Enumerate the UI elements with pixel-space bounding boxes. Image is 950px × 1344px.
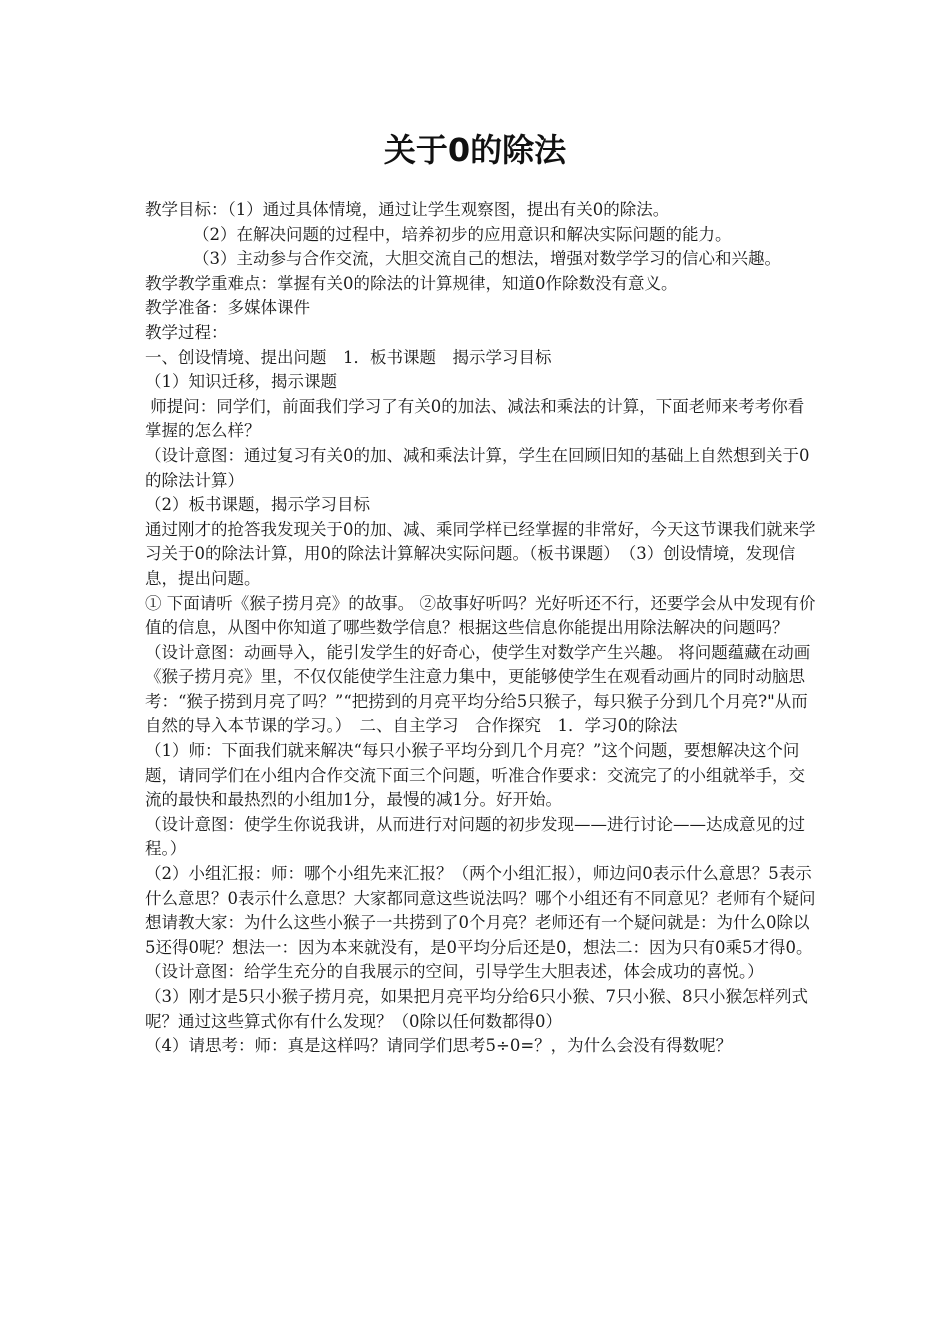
- paragraph-design-intent-3: （设计意图：使学生你说我讲，从而进行对问题的初步发现——进行讨论——达成意见的过程。）: [145, 814, 805, 859]
- paragraph-teacher-question: 师提问：同学们，前面我们学习了有关0的加法、减法和乘法的计算，下面老师来考考你看掌握的怎么样？: [145, 396, 805, 441]
- paragraph-objective-2: （2）在解决问题的过程中，培养初步的应用意识和解决实际问题的能力。: [193, 224, 732, 244]
- paragraph-design-intent-1: （设计意图：通过复习有关0的加、减和乘法计算，学生在回顾旧知的基础上自然想到关于0的除法计算）: [145, 445, 810, 490]
- paragraph-section-1-heading: 一、创设情境、提出问题 1．板书课题 揭示学习目标: [145, 347, 552, 367]
- page-title: 关于0的除法: [383, 131, 567, 169]
- paragraph-knowledge-transfer: （1）知识迁移，揭示课题: [145, 372, 337, 392]
- paragraph-process-heading: 教学过程：: [145, 322, 228, 342]
- paragraph-design-intent-2: （设计意图：动画导入，能引发学生的好奇心，使学生对数学产生兴趣。 将问题蕴藏在动画《猴子捞月亮》里，不仅仅能使学生注意力集中，更能够使学生在观看动画片的同时动脑思考：“猴子捞到月亮了吗？”“把捞到的月亮平均分给5只猴子，每只猴子分到几个月亮?"从而自然的导入本节课的学习。） 二、自主学习 合作探究 1．学习0的除法: [145, 642, 811, 736]
- paragraph-story: ① 下面请听《猴子捞月亮》的故事。 ②故事好听吗？光好听还不行，还要学会从中发现有价值的信息，从图中你知道了哪些数学信息？根据这些信息你能提出用除法解决的问题吗？: [145, 593, 816, 638]
- paragraph-extension: （3）刚才是5只小猴子捞月亮，如果把月亮平均分给6只小猴、7只小猴、8只小猴怎样列式呢？通过这些算式你有什么发现？（0除以任何数都得0）: [145, 987, 808, 1031]
- paragraph-design-intent-4: （设计意图：给学生充分的自我展示的空间，引导学生大胆表述，体会成功的喜悦。）: [145, 962, 764, 982]
- paragraph-key-points: 教学教学重难点：掌握有关0的除法的计算规律，知道0作除数没有意义。: [145, 273, 678, 293]
- paragraph-group-task: （1）师：下面我们就来解决“每只小猴子平均分到几个月亮？”这个问题，要想解决这个问题，请同学们在小组内合作交流下面三个问题，听准合作要求：交流完了的小组就举手，交流的最快和最热烈的小组加1分，最慢的减1分。好开始。: [145, 741, 805, 810]
- document-body: [145, 198, 817, 1059]
- paragraph-objective-3: [145, 247, 817, 272]
- paragraph-group-report: （2）小组汇报：师：哪个小组先来汇报？（两个小组汇报），师边问0表示什么意思？5表示什么意思？0表示什么意思？大家都同意这些说法吗？哪个小组还有不同意见？老师有个疑问想请教大家：为什么这些小猴子一共捞到了0个月亮？老师还有一个疑问就是：为什么0除以5还得0呢？想法一：因为本来就没有，是0平均分后还是0，想法二：因为只有0乘5才得0。: [145, 864, 816, 957]
- paragraph-board-title: （2）板书课题，揭示学习目标: [145, 495, 370, 515]
- paragraph-think: （4）请思考：师：真是这样吗？请同学们思考5÷0=？，为什么会没有得数呢？: [145, 1036, 733, 1056]
- objective-3-text: （3）主动参与合作交流，大胆交流自己的想法，增强对数学学习的信心和兴趣。: [193, 249, 781, 269]
- paragraph-objective-1: 教学目标：（1）通过具体情境，通过让学生观察图，提出有关0的除法。: [145, 200, 670, 219]
- paragraph-preparation: 教学准备：多媒体课件: [145, 298, 310, 318]
- paragraph-intro-lesson: 通过刚才的抢答我发现关于0的加、减、乘同学样已经掌握的非常好，今天这节课我们就来学习关于0的除法计算，用0的除法计算解决实际问题。（板书课题） （3）创设情境，发现信息，提出问题。: [145, 519, 816, 588]
